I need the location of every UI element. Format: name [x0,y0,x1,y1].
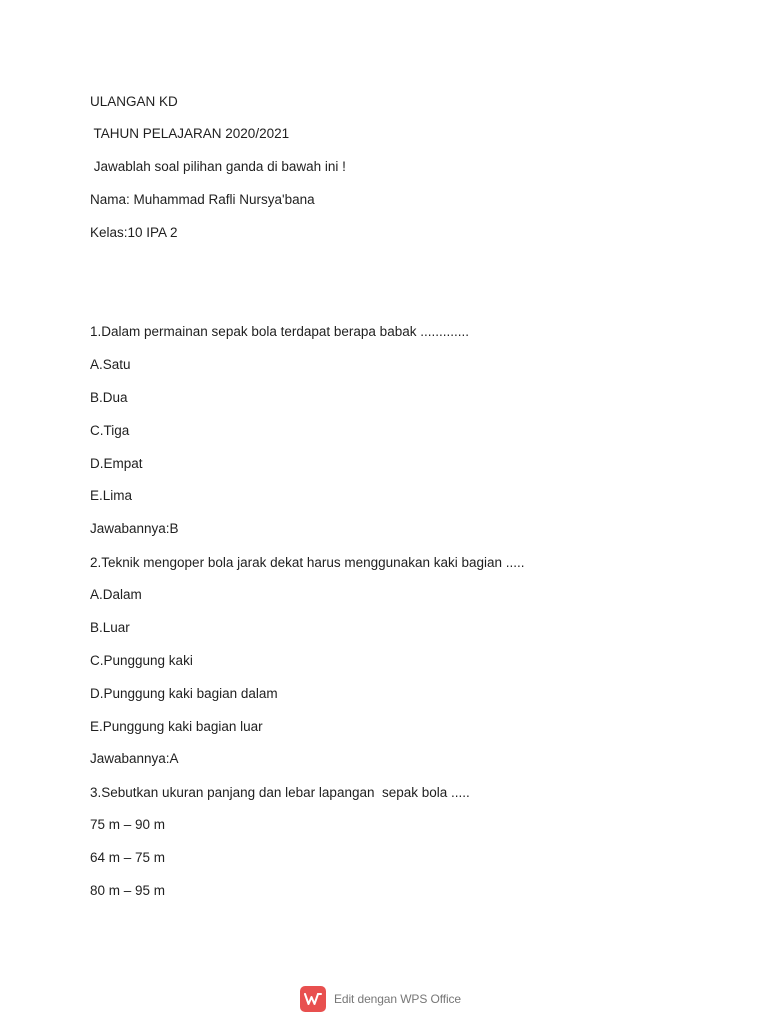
question-3: 3.Sebutkan ukuran panjang dan lebar lapangan sepak bola ..... [90,785,470,800]
question-1: 1.Dalam permainan sepak bola terdapat berapa babak ............. [90,324,469,339]
document-title: ULANGAN KD [90,94,178,109]
question-2-option-e: E.Punggung kaki bagian luar [90,719,263,734]
question-1-option-e: E.Lima [90,488,133,503]
instruction-text: Jawablah soal pilihan ganda di bawah ini ! [90,159,346,174]
question-2: 2.Teknik mengoper bola jarak dekat harus menggunakan kaki bagian ..... [90,555,525,570]
question-3-option-1: 75 m – 90 m [90,817,166,832]
question-1-option-a: A.Satu [90,357,131,372]
question-2-option-b: B.Luar [90,620,130,635]
question-1-option-c: C.Tiga [90,423,130,438]
student-class: Kelas:10 IPA 2 [90,225,178,240]
academic-year: TAHUN PELAJARAN 2020/2021 [90,126,290,141]
question-2-answer: Jawabannya:A [90,751,179,766]
question-1-option-d: D.Empat [90,456,143,471]
question-2-option-a: A.Dalam [90,587,142,602]
question-2-option-c: C.Punggung kaki [90,653,193,668]
question-3-option-3: 80 m – 95 m [90,883,166,898]
edit-with-wps-link[interactable] [300,985,461,1012]
question-1-option-b: B.Dua [90,390,128,405]
question-1-answer: Jawabannya:B [90,521,179,536]
wps-office-logo-icon [300,986,326,1012]
student-name: Nama: Muhammad Rafli Nursya'bana [90,192,315,207]
question-2-option-d: D.Punggung kaki bagian dalam [90,686,278,701]
question-3-option-2: 64 m – 75 m [90,850,166,865]
edit-with-wps-label: Edit dengan WPS Office [334,991,461,1006]
